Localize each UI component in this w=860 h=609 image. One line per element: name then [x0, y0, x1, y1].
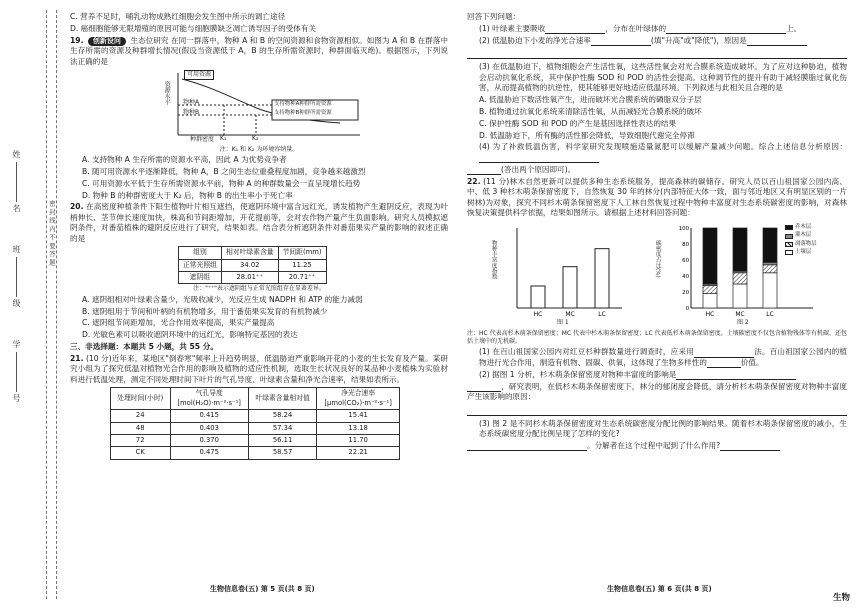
section-heading: 三、非选择题：本题共 5 小题，共 55 分。 — [70, 342, 218, 352]
q21-stem — [70, 354, 448, 385]
table-cell: CK — [111, 447, 171, 459]
figure-2-x-tick: MC — [735, 310, 745, 318]
innovation-tag: 创新设问 — [88, 37, 126, 47]
q18-option-d: D. 癌细胞能够无限增殖的原因可能与细胞膜缺乏凋亡诱导因子的受体有关 — [70, 23, 317, 33]
figure-2-bar-segment — [763, 228, 777, 262]
figure-2-bar-segment — [763, 273, 777, 308]
answer-blank[interactable] — [467, 442, 587, 451]
figure-2-bar-segment — [703, 285, 717, 293]
table-header: 叶绿素含量相对值 — [248, 388, 316, 410]
q21-sub4 — [467, 142, 847, 163]
q19-option-b: B. 随可用资源水平逐渐降低，物种 A，B 之间生态位重叠程度加剧，竞争越来越激烈 — [82, 166, 366, 176]
q21-sub1 — [467, 24, 847, 34]
q21-option-c: C. 保护性酶 SOD 和 POD 的产生是基因选择性表达的结果 — [479, 118, 677, 128]
table-row — [111, 410, 400, 422]
q22-sub2-line2 — [467, 382, 847, 403]
q20-text: 在高密度种植条件下阳生植物叶片相互遮挡，使遮阴环境中富含远红光，诱发植物产生避阴反应，表现为叶柄伸长、茎节伸长速度加快，株高和节间距增加，开花提前等，会对农作物产量产生负面影响。研究人员模拟遮阴条件，对番茄植株的避阴反应进行了研究，结果如表。结合表分析遮阴条件对番茄果实产量的影响的叙述正确的是 — [70, 202, 448, 243]
answer-line[interactable] — [467, 48, 847, 59]
name-field-label: 姓名 — [12, 150, 21, 214]
q21-option-b: B. 植物通过抗氧化系统来清除活性氧，从而减轻光合膜系统的破坏 — [479, 106, 702, 116]
seal-line-dashed — [46, 10, 47, 599]
figure-1-caption: 图 1 — [557, 318, 569, 326]
q20-number: 20. — [70, 202, 84, 212]
q19-option-d: D. 物种 B 的种群密度大于 K₂ 后，物种 B 的出生率小于死亡率 — [82, 190, 293, 200]
q19-caption: 注：K₁ 和 K₂ 为环境容纳量。 — [219, 145, 299, 153]
q22-sub1-text-a: (1) 在百山祖国家公园内对红豆杉种群数量进行调查时，应采用 — [479, 347, 694, 357]
legend-label: 凋落物层 — [795, 240, 817, 247]
legend-swatch — [785, 250, 793, 255]
legend-item — [785, 249, 817, 256]
q21-sub2-text-b: (填"升高"或"降低")，原因是 — [650, 35, 747, 45]
figure-1-x-tick: MC — [565, 310, 575, 318]
q22-stem — [467, 177, 847, 219]
class-field-label: 班级 — [12, 245, 21, 309]
page-5-footer: 生物信息卷(五) 第 5 页(共 8 页) — [210, 585, 315, 594]
table-header: 净光合速率 [μmol(CO₂)·m⁻²·s⁻¹] — [317, 388, 400, 410]
table-row — [111, 434, 400, 446]
answer-blank[interactable] — [747, 37, 807, 46]
box-b-label: 支持物种B种群所需资源 — [274, 109, 332, 116]
figure-1-bar — [563, 267, 577, 308]
table-cell: 13.18 — [317, 422, 400, 434]
q22-sub3 — [467, 419, 847, 440]
y-axis-label: 资源水平 — [163, 80, 171, 105]
q19-text: 生态位研究 在同一群落中，物种 A 和 B 的空间资源和食物资源相似。如图为 A 和 B 在群落中生存所需的资源及种群增长情况(假设当资源低于 A，B 的生存所需资源时，种群面临灭绝)。根据图示，下列说法正确的是 — [70, 35, 448, 66]
q18-option-c: C. 营养不足时，哺乳动物成熟红细胞会发生图中所示的调亡途径 — [70, 12, 286, 21]
q19-option-a: A. 支持物种 A 生存所需的资源水平高，因此 A 为优势竞争者 — [82, 154, 287, 164]
q21-sub1-text-c: 上。 — [786, 23, 802, 33]
binding-margin — [0, 0, 62, 609]
legend-swatch — [785, 225, 793, 230]
answer-blank[interactable] — [479, 154, 599, 163]
figure-2-x-tick: HC — [705, 310, 715, 318]
figure-2-bar-segment — [703, 228, 717, 284]
legend-label: 土壤层 — [795, 249, 812, 256]
answer-blank[interactable] — [720, 442, 780, 451]
figure-2-bar-segment — [763, 265, 777, 273]
subject-logo: 生物 — [832, 593, 850, 604]
seal-line-dashed-inner — [56, 10, 57, 599]
table-cell: 48 — [111, 422, 171, 434]
x-axis-label: 种群密度 — [190, 135, 215, 143]
page-6-column — [467, 12, 847, 601]
q21-sub2-text-a: (2) 低温胁迫下小麦的净光合速率 — [479, 35, 591, 45]
table-cell: 56.11 — [248, 434, 316, 446]
legend-label: 乔木层 — [795, 223, 812, 230]
box-a-label: 支持物种A种群所需资源 — [274, 100, 332, 107]
figure-2-bar-segment — [703, 293, 717, 307]
id-field-label: 学号 — [12, 340, 21, 404]
answer-blank[interactable] — [676, 371, 796, 380]
table-cell: 15.41 — [317, 410, 400, 422]
q21-intro: 回答下列问题： — [467, 12, 521, 21]
q21-sub4-text: (4) 为了补救低温伤害，科学家研究发现喷施适量氮肥可以缓解产量减少问题。综合上述信息分析原因： — [479, 142, 847, 152]
legend-swatch — [785, 242, 793, 247]
q22-sub3-line2 — [467, 441, 847, 451]
q21-sub2 — [467, 36, 847, 46]
table-cell: 0.475 — [170, 447, 248, 459]
q21-sub4-line2 — [467, 165, 847, 175]
seal-text: 密 封 线 内 不 要 答 题 — [48, 200, 56, 266]
q22-sub2-text-a: (2) 据图 1 分析，杉木萌条保留密度对物种丰富度的影响是 — [479, 369, 677, 379]
table-cell: 28.01⁺⁺ — [221, 272, 278, 284]
q19-stem — [70, 36, 448, 68]
legend-item — [785, 241, 817, 248]
table-cell: 0.415 — [170, 410, 248, 422]
table-cell: 34.02 — [221, 259, 278, 271]
figure-2-bar-segment — [763, 262, 777, 264]
table-header-row — [179, 247, 327, 259]
table-cell: 58.57 — [248, 447, 316, 459]
legend-item — [785, 224, 817, 231]
table-cell: 遮阴组 — [179, 272, 222, 284]
table-row — [111, 422, 400, 434]
table-cell: 72 — [111, 434, 171, 446]
table-header: 组别 — [179, 247, 222, 259]
figure-2-caption: 图 2 — [737, 318, 749, 326]
table-cell: 正常光照组 — [179, 259, 222, 271]
table-cell: 0.370 — [170, 434, 248, 446]
answer-blank[interactable] — [545, 25, 605, 34]
q20-option-c: C. 遮阴组节间距增加，光合作用效率提高，果实产量提高 — [82, 318, 275, 328]
table-cell: 58.24 — [248, 410, 316, 422]
q22-note: 注：HC 代表高杉木萌条保留密度；MC 代表中杉木萌条保留密度；LC 代表低杉木萌条保留密度。土壤碳密度不仅包含植物残体等有机碳，还包括土壤中的无机碳。 — [467, 329, 847, 345]
figure-2-y-tick: 0 — [685, 305, 689, 312]
answer-blank[interactable] — [591, 37, 651, 46]
figure-1-y-label: 物种丰富度指数 — [490, 239, 497, 280]
q20-stem — [70, 202, 448, 244]
figure-2-bar-segment — [733, 228, 747, 271]
page-6-footer: 生物信息卷(五) 第 6 页(共 8 页) — [607, 585, 712, 594]
q21-number: 21. — [70, 353, 84, 363]
q22-sub1 — [467, 347, 847, 368]
q21-option-a: A. 低温胁迫下数活性氧产生，进而破坏光合膜系统的磷脂双分子层 — [479, 94, 702, 104]
figure-2-y-tick: 100 — [678, 225, 689, 232]
table-cell: 22.21 — [317, 447, 400, 459]
table-header-row — [111, 388, 400, 410]
table-row — [179, 259, 327, 271]
q19-figure — [160, 69, 448, 145]
available-resource-label: 可用资源 — [184, 70, 214, 80]
figure-1-bar-chart — [497, 222, 627, 320]
answer-blank[interactable] — [467, 383, 501, 392]
q22-sub3-text-a: (3) 图 2 是不同杉木萌条保留密度对生态系统碳密度分配比例的影响结果。随着杉木萌条保留密度的减小，生态系统碳密度分配比例呈现了怎样的变化? — [479, 418, 847, 439]
q19-number: 19. — [70, 35, 84, 45]
q20-table-note: 注："⁺⁺"表示遮阴组与正常光照组存在显著差异。 — [193, 285, 325, 293]
q21-sub3: (3) 在低温胁迫下，植物细胞会产生活性氧，这些活性氧会对光合膜系统造成破坏。为了应对这种胁迫，植物会启动抗氧化系统，其中保护性酶 SOD 和 POD 的活性会提高。这种调节性的提升有助于减轻膜脂过氧化伤害，从而提高植物的抗逆性，使其能够更好地适应低温环境。下列叙述与此相关且合理的是 — [479, 62, 847, 93]
q22-text: (11 分)林木自然更新可以提供多种生态系统服务，提高森林的碳储存。研究人员以百山祖国家公园内高、中、低 3 种杉木萌条保留密度下，自然恢复 30 年的林分(内部特征大体一致，面与邻近地区又有明显区别的一片树林)为对象，探究不同杉木萌条保留密度下人工林自然恢复过程中物种丰富度对生态系统碳密度的影响，对森林恢复决策提供科学依据，结果如图所示。请根据上述材料回答问题： — [467, 176, 848, 218]
figure-2-y-tick: 20 — [682, 289, 689, 296]
answer-blank[interactable] — [694, 349, 754, 358]
table-cell: 11.70 — [317, 434, 400, 446]
q22-number: 22. — [467, 176, 481, 186]
figure-2-x-tick: LC — [766, 310, 774, 318]
q22-sub1-text-b: 法。百山祖国家公园内的植物进行光合作用，制造有机物、固碳、供氧，这体现了生物多样性的 — [479, 347, 848, 367]
table-cell: 0.403 — [170, 422, 248, 434]
figure-2-bar-segment — [733, 273, 747, 284]
table-row — [111, 447, 400, 459]
figure-2-y-tick: 80 — [682, 241, 689, 248]
answer-blank[interactable] — [467, 166, 501, 175]
table-cell: 24 — [111, 410, 171, 422]
legend-swatch — [785, 234, 793, 239]
q21-option-d: D. 低温胁迫下，所有酶的活性都会降低，导致细胞代谢完全停滞 — [479, 130, 695, 140]
q21-sub1-text-a: (1) 叶绿素主要吸收 — [479, 23, 546, 33]
q21-sub1-text-b: ，分布在叶绿体的 — [605, 23, 667, 33]
q19-option-c: C. 可用资源水平低于生存所需资源水平前，物种 A 的种群数量会一直呈现增长趋势 — [82, 178, 361, 188]
legend-item — [785, 232, 817, 239]
q22-sub3-text-b: 。分解者在这个过程中起到了什么作用? — [587, 440, 721, 450]
q21-sub4-hint: (答出两个原因即可)。 — [501, 164, 576, 174]
species-a-label: 物种A — [183, 98, 200, 106]
figure-2-y-label: 碳密度占比(%) — [654, 239, 661, 278]
q20-option-b: B. 遮阴组用于节间和叶柄的有机物增多，用于番茄果实发育的有机物减少 — [82, 306, 328, 316]
q22-sub2 — [467, 370, 847, 380]
q20-option-d: D. 光敏色素可以吸收遮阴环境中的远红光，影响特定基因的表达 — [82, 330, 298, 340]
answer-blank[interactable] — [666, 25, 786, 34]
page-5-column — [70, 12, 448, 601]
figure-1-bar — [595, 249, 609, 308]
table-cell: 11.25 — [278, 259, 326, 271]
figure-2-y-tick: 60 — [682, 257, 689, 264]
answer-blank[interactable] — [707, 359, 741, 368]
k2-label: K₂ — [252, 134, 259, 142]
table-header: 处理时间(小时) — [111, 388, 171, 410]
figure-2-y-tick: 40 — [682, 273, 689, 280]
table-cell: 20.71⁺⁺ — [278, 272, 326, 284]
table-row — [179, 272, 327, 284]
table-header: 相对叶绿素含量 — [221, 247, 278, 259]
q20-option-a: A. 遮阴组相对叶绿素含量少，光吸收减少，光反应生成 NADPH 和 ATP 的能力减弱 — [82, 294, 363, 304]
q22-sub2-text-b: ，研究表明，在低杉木萌条保留密度下，林分的郁闭度会降低，请分析杉木萌条保留密度对物种丰富度产生该影响的原因： — [467, 381, 847, 402]
figure-2-legend — [785, 224, 817, 258]
figure-1-x-tick: HC — [533, 310, 543, 318]
figure-1-bar — [531, 286, 545, 308]
q20-table — [178, 246, 327, 284]
legend-label: 灌木层 — [795, 232, 812, 239]
table-cell: 57.34 — [248, 422, 316, 434]
q21-table — [110, 387, 400, 459]
answer-line[interactable] — [467, 405, 847, 416]
q22-figures — [467, 220, 847, 328]
table-header: 气孔导度 [mol(H₂O)·m⁻²·s⁻¹] — [170, 388, 248, 410]
table-header: 节间距(mm) — [278, 247, 326, 259]
q21-text: (10 分)近年来，某地区"倒春寒"频率上升趋势明显，低温胁迫严重影响开花的小麦的生长发育及产量。某研究小组为了探究低温对植物光合作用的影响及植物的适应性机制，选取生长状况良好的某品种小麦植株为实验材料进行低温处理，测定不同处理时间下叶片的气孔导度、叶绿素含量和净光合速率，结果如表所示。 — [70, 353, 448, 384]
q22-sub1-text-c: 价值。 — [740, 357, 764, 367]
species-b-label: 物种B — [183, 108, 200, 116]
k1-label: K₁ — [220, 134, 227, 142]
figure-1-x-tick: LC — [598, 310, 606, 318]
figure-2-bar-segment — [733, 284, 747, 308]
